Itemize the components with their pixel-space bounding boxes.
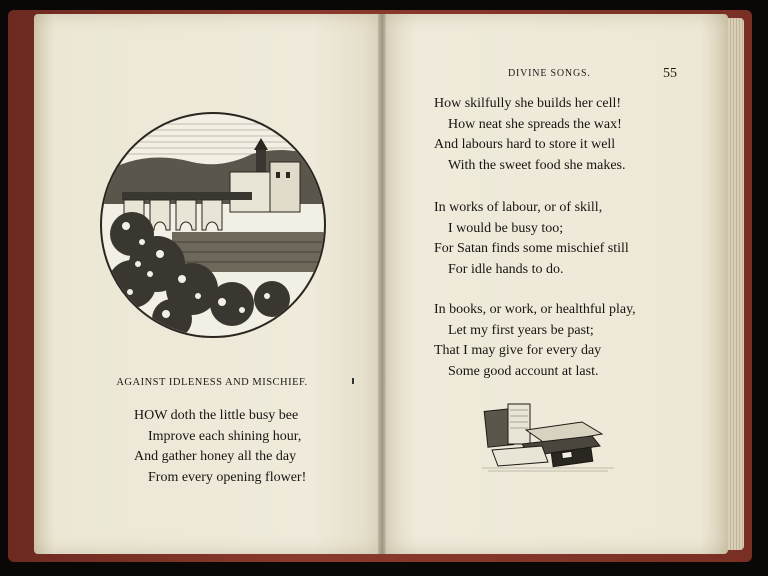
poem-line: HOW doth the little busy bee: [134, 408, 299, 423]
left-stanza: [134, 406, 306, 488]
book-gutter: [378, 14, 386, 554]
right-stanza-3: [434, 300, 636, 382]
right-stanza-2: [434, 198, 629, 280]
poem-line: For Satan finds some mischief still: [434, 241, 629, 256]
page-number: 55: [663, 66, 677, 81]
poem-line: For idle hands to do.: [448, 261, 564, 277]
poem-line: In books, or work, or healthful play,: [434, 302, 636, 317]
poem-line: In works of labour, or of skill,: [434, 200, 603, 215]
poem-line: How skilfully she builds her cell!: [434, 96, 622, 111]
poem-line: Some good account at last.: [448, 363, 599, 379]
poem-line: And gather honey all the day: [134, 449, 297, 464]
poem-line: Improve each shining hour,: [148, 428, 302, 444]
print-speck: [352, 378, 354, 384]
books-illustration: [482, 400, 614, 472]
poem-line: I would be busy too;: [448, 220, 564, 236]
poem-line: That I may give for every day: [434, 343, 602, 358]
poem-line: How neat she spreads the wax!: [448, 116, 622, 132]
poem-line: From every opening flower!: [148, 469, 307, 485]
page-edges: [728, 18, 744, 550]
poem-line: With the sweet food she makes.: [448, 157, 626, 173]
poem-title: AGAINST IDLENESS AND MISCHIEF.: [116, 377, 308, 388]
landscape-illustration: [100, 112, 326, 338]
running-head: DIVINE SONGS.: [508, 68, 591, 79]
poem-line: And labours hard to store it well: [434, 137, 616, 152]
show-through-text: [82, 60, 180, 80]
poem-line: Let my first years be past;: [448, 322, 594, 338]
right-stanza-1: [434, 94, 626, 176]
